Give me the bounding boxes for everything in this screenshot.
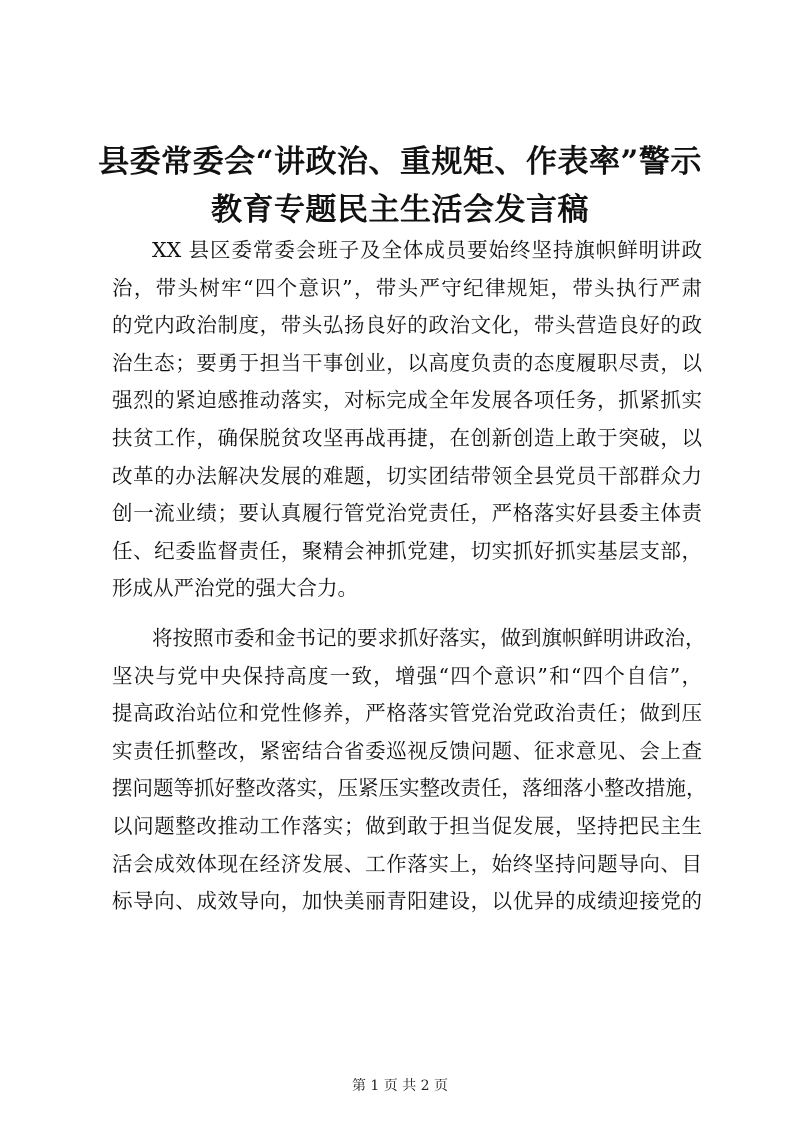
- paragraph-line: 治，带头树牢“四个意识”，带头严守纪律规矩，带头执行严肃: [112, 275, 702, 300]
- document-body: [112, 232, 707, 933]
- paragraph-line: 创一流业绩；要认真履行管党治党责任，严格落实好县委主体责: [112, 501, 702, 526]
- document-title: [80, 138, 720, 234]
- paragraph-line: 活会成效体现在经济发展、工作落实上，始终坚持问题导向、目: [112, 851, 702, 876]
- paragraph-line: 实责任抓整改，紧密结合省委巡视反馈问题、征求意见、会上查: [112, 738, 702, 763]
- paragraph-line: 改革的办法解决发展的难题，切实团结带领全县党员干部群众力: [112, 463, 702, 488]
- paragraph-line: 提高政治站位和党性修养，严格落实管党治党政治责任；做到压: [112, 701, 702, 726]
- paragraph-line: XX 县区委常委会班子及全体成员要始终坚持旗帜鲜明讲政: [152, 238, 702, 262]
- paragraph-line: 形成从严治党的强大合力。: [112, 576, 358, 601]
- paragraph-1: [112, 232, 702, 608]
- paragraph-line: 将按照市委和金书记的要求抓好落实，做到旗帜鲜明讲政治，: [152, 625, 706, 650]
- paragraph-line: 治生态；要勇于担当干事创业，以高度负责的态度履职尽责，以: [112, 350, 702, 375]
- paragraph-line: 强烈的紧迫感推动落实，对标完成全年发展各项任务，抓紧抓实: [112, 388, 702, 413]
- paragraph-line: 的党内政治制度，带头弘扬良好的政治文化，带头营造良好的政: [112, 313, 702, 338]
- title-line-1: 县委常委会“讲政治、重规矩、作表率”警示: [98, 144, 702, 180]
- title-line-2: 教育专题民主生活会发言稿: [211, 192, 589, 228]
- page-footer: 第 1 页 共 2 页: [351, 1078, 449, 1094]
- paragraph-2: [112, 620, 707, 921]
- paragraph-line: 扶贫工作，确保脱贫攻坚再战再捷，在创新创造上敢于突破，以: [112, 425, 702, 450]
- paragraph-line: 以问题整改推动工作落实；做到敢于担当促发展，坚持把民主生: [112, 813, 702, 838]
- paragraph-line: 标导向、成效导向，加快美丽青阳建设，以优异的成绩迎接党的: [112, 889, 702, 914]
- paragraph-line: 摆问题等抓好整改落实，压紧压实整改责任，落细落小整改措施，: [112, 776, 707, 801]
- paragraph-line: 坚决与党中央保持高度一致，增强“四个意识”和“四个自信”，: [112, 663, 702, 688]
- paragraph-line: 任、纪委监督责任，聚精会神抓党建，切实抓好抓实基层支部，: [112, 538, 702, 563]
